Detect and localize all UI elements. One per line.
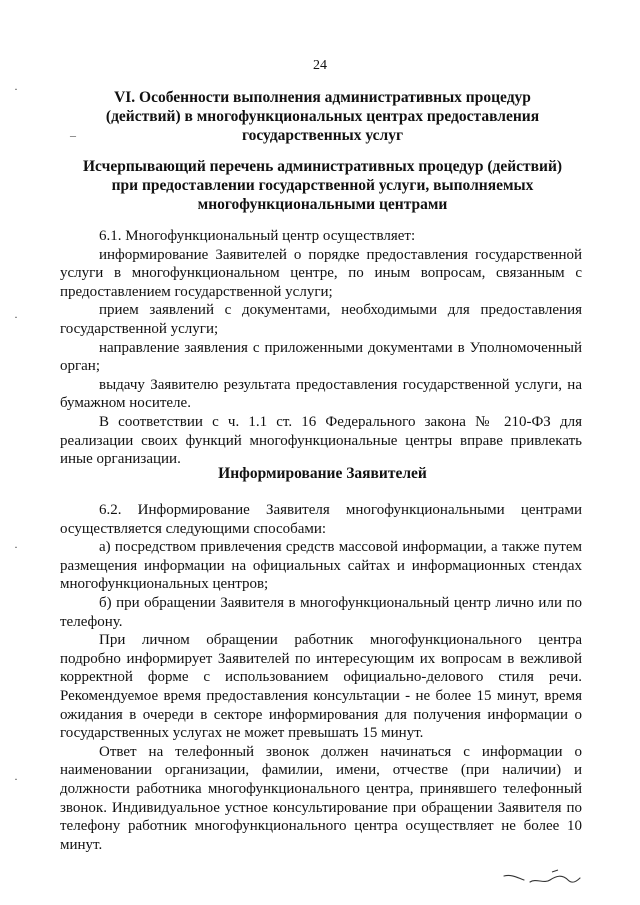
paragraph: информирование Заявителей о порядке предоставления государственной услуги в многофункциональном центре, по иным вопросам, связанным с предоставлением государственной услуги;	[60, 246, 582, 300]
section-heading-line: государственных услуг	[241, 127, 404, 144]
paragraph: направление заявления с приложенными документами в Уполномоченный орган;	[60, 339, 582, 375]
paragraph-block-6-2	[60, 501, 582, 854]
paragraph: В соответствии с ч. 1.1 ст. 16 Федерального закона № 210-ФЗ для реализации своих функций многофункциональные центры вправе привлекать иные организации.	[60, 413, 582, 468]
section-heading-line: (действий) в многофункциональных центрах предоставления	[105, 108, 540, 125]
subsection-heading-line: Исчерпывающий перечень административных процедур (действий)	[82, 158, 563, 175]
section-heading-line: VI. Особенности выполнения административных процедур	[114, 89, 531, 106]
scan-mark: ·	[14, 310, 18, 324]
signature-scribble	[502, 866, 582, 888]
scan-mark: ·	[14, 772, 18, 786]
paragraph: 6.1. Многофункциональный центр осуществляет:	[99, 228, 416, 244]
subsection-heading-line: многофункциональными центрами	[197, 196, 448, 213]
section-heading	[60, 88, 585, 145]
paragraph: 6.2. Информирование Заявителя многофункциональными центрами осуществляется следующими способами:	[60, 502, 582, 537]
paragraph: выдачу Заявителю результата предоставления государственной услуги, на бумажном носителе.	[60, 376, 582, 412]
paragraph: а) посредством привлечения средств массовой информации, а также путем размещения информации на официальных сайтах и информационных стендах многофункциональных центров;	[60, 539, 582, 593]
subsection-heading-line: при предоставлении государственной услуги, выполняемых	[111, 177, 534, 194]
paragraph-block-6-1	[60, 227, 582, 469]
scan-mark: –	[70, 128, 76, 142]
page-number: 24	[313, 58, 327, 73]
paragraph: При личном обращении работник многофункционального центра подробно информирует Заявителей по интересующим их вопросам в вежливой корректной форме с использованием официально-делового стиля речи. Рекомендуемое время предоставления консультации - не более 15 минут, время ожидания в очереди в секторе информирования для получения информации о государственных услугах не может превышать 15 минут.	[60, 632, 582, 742]
scan-mark: ·	[14, 82, 18, 96]
paragraph: Ответ на телефонный звонок должен начинаться с информации о наименовании организации, фамилии, имени, отчестве (при наличии) и должности работника многофункционального центра, принявшего телефонный звонок. Индивидуальное устное консультирование при обращении Заявителя по телефону работник многофункционального центра осуществляет не более 10 минут.	[60, 743, 582, 853]
paragraph: б) при обращении Заявителя в многофункциональный центр лично или по телефону.	[60, 594, 582, 630]
subsection-heading	[60, 157, 585, 214]
inform-heading: Информирование Заявителей	[218, 465, 427, 482]
scan-mark: ·	[14, 540, 18, 554]
paragraph: прием заявлений с документами, необходимыми для предоставления государственной услуги;	[60, 302, 582, 337]
